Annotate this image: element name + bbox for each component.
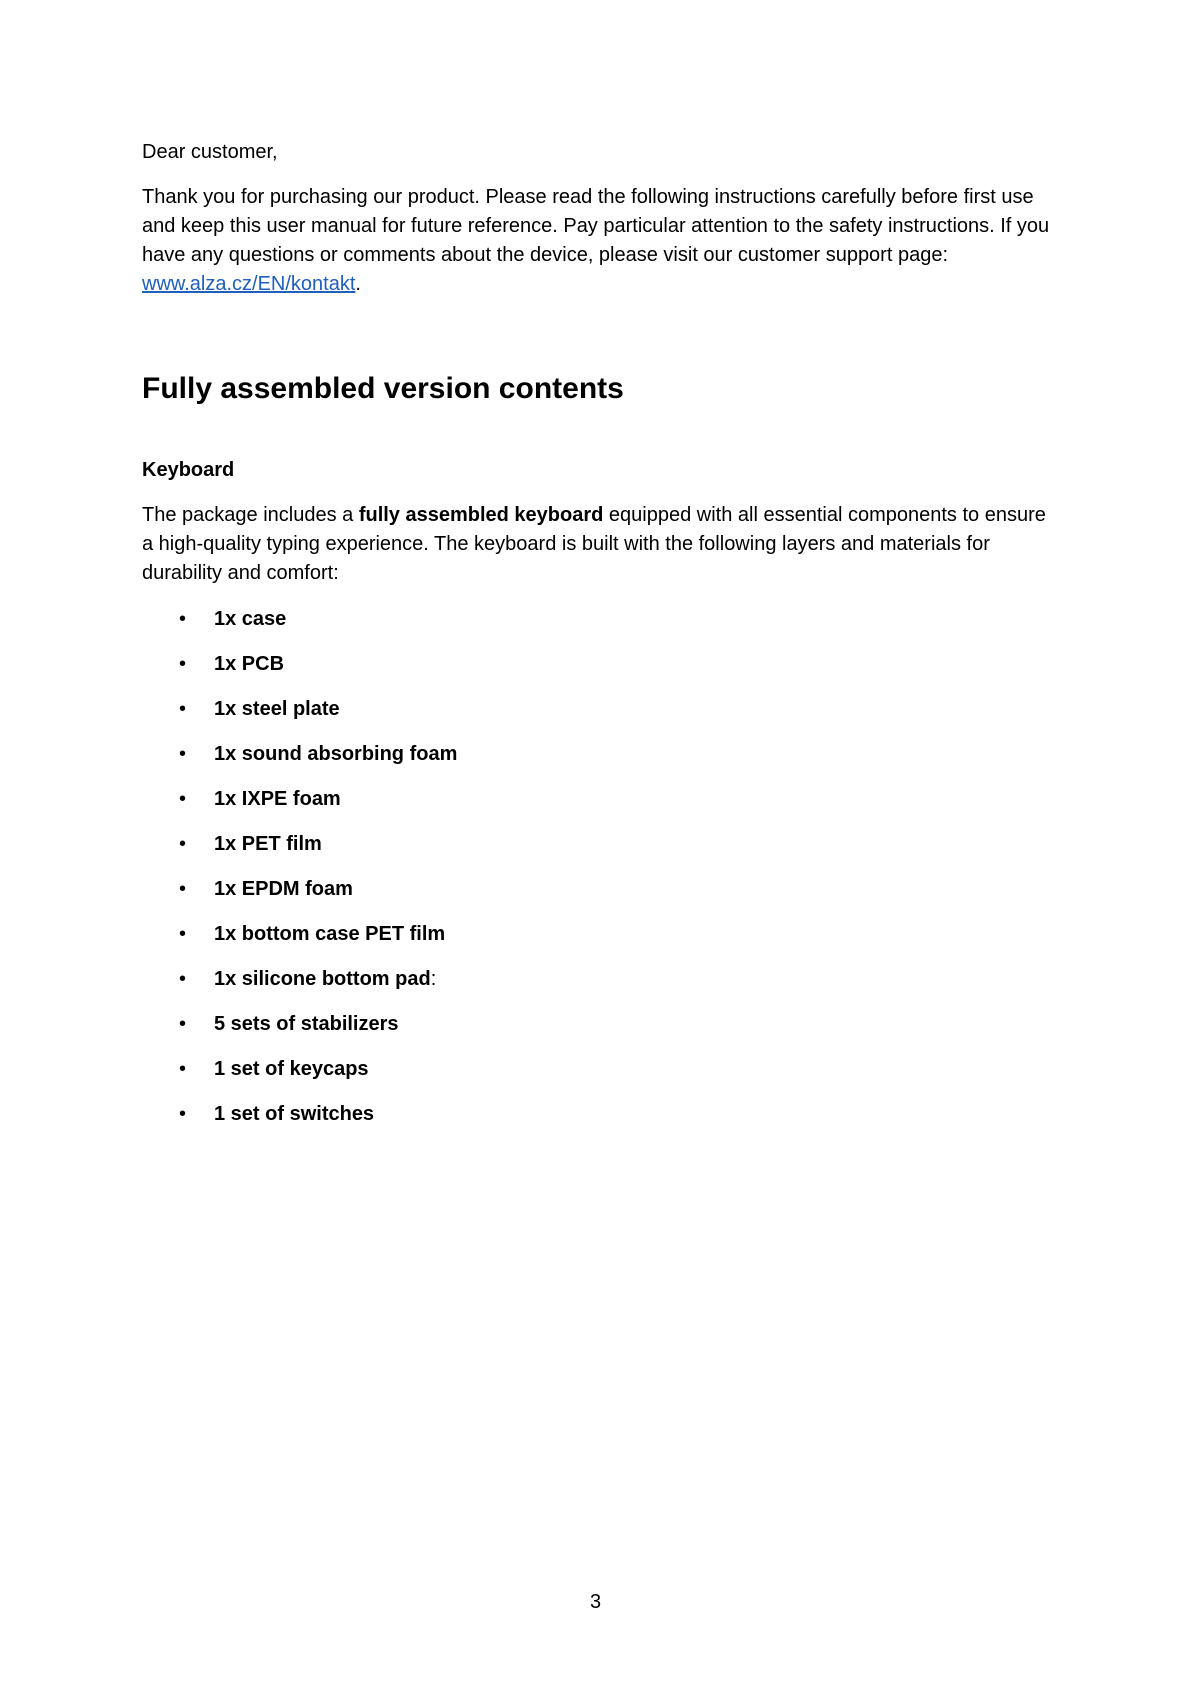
list-item-text: 1x bottom case PET film bbox=[214, 923, 446, 945]
section-title: Fully assembled version contents bbox=[142, 372, 624, 405]
list-item bbox=[142, 920, 1062, 949]
list-item bbox=[142, 695, 1062, 724]
bullet-icon: • bbox=[179, 1058, 187, 1080]
list-item-text: 1x silicone bottom pad bbox=[214, 968, 431, 990]
page-number: 3 bbox=[589, 1591, 602, 1613]
bullet-icon: • bbox=[179, 788, 187, 810]
list-item bbox=[142, 1100, 1062, 1129]
bullet-icon: • bbox=[179, 923, 187, 945]
list-item-text: 1x IXPE foam bbox=[214, 788, 341, 810]
list-item-text: 1x steel plate bbox=[214, 698, 340, 720]
bullet-icon: • bbox=[179, 743, 187, 765]
contents-list bbox=[142, 605, 1062, 1129]
description-after: equipped with all essential components to ensure a high-quality typing experience. The keyboard is built with the following layers and materials for durability and comfort: bbox=[142, 504, 1046, 584]
bullet-icon: • bbox=[179, 968, 187, 990]
description-bold: fully assembled keyboard bbox=[358, 504, 604, 526]
bullet-icon: • bbox=[179, 1013, 187, 1035]
list-item-text: 5 sets of stabilizers bbox=[214, 1013, 399, 1035]
list-item-text: 1x PET film bbox=[214, 833, 322, 855]
list-item-text: 1x sound absorbing foam bbox=[214, 743, 458, 765]
bullet-icon: • bbox=[179, 878, 187, 900]
list-item bbox=[142, 1055, 1062, 1084]
intro-period: . bbox=[355, 273, 361, 295]
bullet-icon: • bbox=[179, 833, 187, 855]
support-link[interactable]: www.alza.cz/EN/kontakt bbox=[142, 273, 356, 295]
list-item-text: 1x PCB bbox=[214, 653, 285, 675]
description-before: The package includes a bbox=[142, 504, 359, 526]
subsection-title: Keyboard bbox=[142, 459, 235, 481]
list-item bbox=[142, 785, 1062, 814]
greeting: Dear customer, bbox=[142, 141, 278, 163]
bullet-icon: • bbox=[179, 698, 187, 720]
list-item-text: 1 set of keycaps bbox=[214, 1058, 369, 1080]
intro-text: Thank you for purchasing our product. Please read the following instructions carefully before first use and keep this user manual for future reference. Pay particular attention to the safety instructions. If you have any questions or comments about the device, please visit our customer support page: bbox=[142, 186, 1050, 266]
list-item bbox=[142, 605, 1062, 634]
bullet-icon: • bbox=[179, 608, 187, 630]
bullet-icon: • bbox=[179, 653, 187, 675]
list-item-text: 1 set of switches bbox=[214, 1103, 375, 1125]
intro-paragraph bbox=[142, 183, 1062, 299]
description-paragraph bbox=[142, 501, 1062, 588]
list-item-suffix: : bbox=[430, 968, 437, 990]
list-item bbox=[142, 1010, 1062, 1039]
page-content bbox=[142, 138, 1062, 1145]
list-item bbox=[142, 965, 1062, 994]
bullet-icon: • bbox=[179, 1103, 187, 1125]
list-item bbox=[142, 740, 1062, 769]
list-item bbox=[142, 830, 1062, 859]
list-item-text: 1x case bbox=[214, 608, 287, 630]
list-item-text: 1x EPDM foam bbox=[214, 878, 353, 900]
list-item bbox=[142, 875, 1062, 904]
list-item bbox=[142, 650, 1062, 679]
